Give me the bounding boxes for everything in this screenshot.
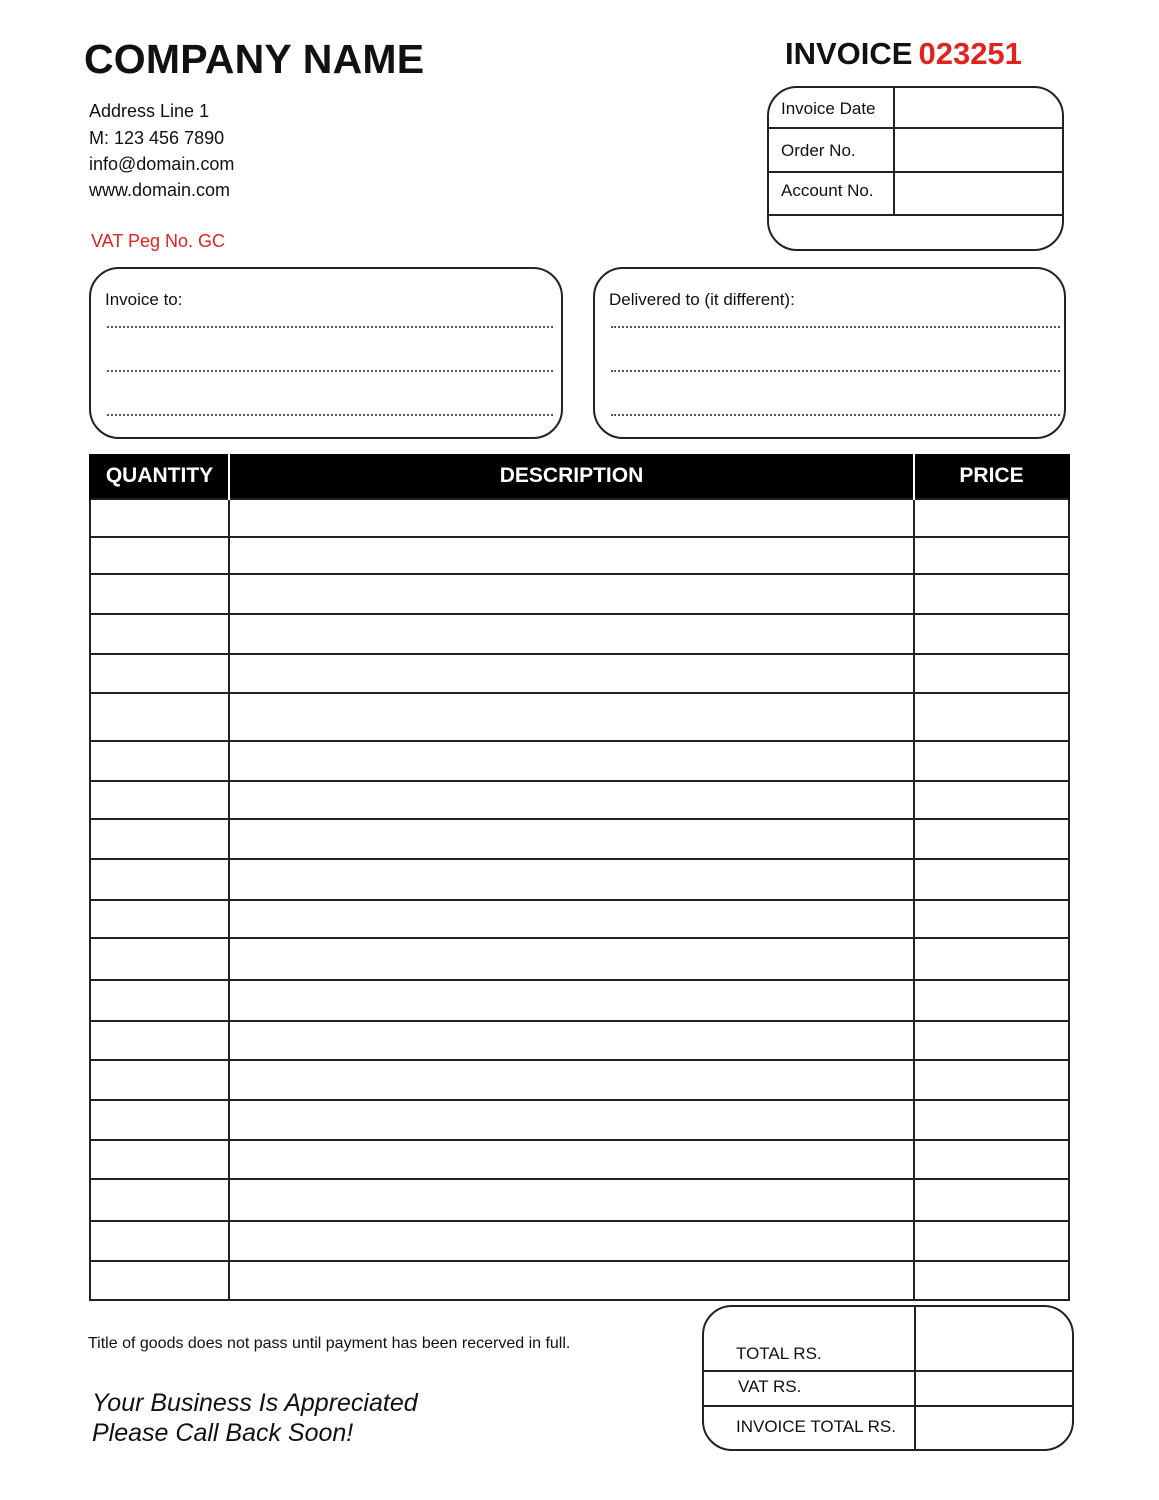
table-row <box>90 1261 1069 1300</box>
mobile-number: M: 123 456 7890 <box>89 128 225 148</box>
price-cell[interactable] <box>914 693 1069 741</box>
order-no-label: Order No. <box>781 141 856 160</box>
description-cell[interactable] <box>229 574 914 614</box>
table-row <box>90 1100 1069 1140</box>
quantity-cell[interactable] <box>90 499 229 537</box>
address-line: Address Line 1 <box>89 101 210 121</box>
table-header-row <box>90 454 1069 499</box>
description-cell[interactable] <box>229 900 914 938</box>
quantity-cell[interactable] <box>90 1179 229 1221</box>
vat-field[interactable] <box>914 1372 1072 1405</box>
description-cell[interactable] <box>229 1140 914 1179</box>
description-cell[interactable] <box>229 1261 914 1300</box>
delivered-to-label: Delivered to (it different): <box>609 290 795 309</box>
totals-box <box>702 1305 1074 1451</box>
price-cell[interactable] <box>914 537 1069 574</box>
invoice-heading <box>785 36 1022 72</box>
quantity-cell[interactable] <box>90 980 229 1021</box>
invoice-to-label: Invoice to: <box>105 290 183 309</box>
table-row <box>90 781 1069 819</box>
delivery-line-3 <box>611 414 1060 416</box>
description-cell[interactable] <box>229 859 914 900</box>
total-label: TOTAL RS. <box>736 1344 822 1363</box>
table-row <box>90 574 1069 614</box>
price-cell[interactable] <box>914 499 1069 537</box>
quantity-cell[interactable] <box>90 741 229 781</box>
invoice-total-field[interactable] <box>914 1407 1072 1451</box>
email-address: info@domain.com <box>89 154 235 174</box>
thanks-line-1: Your Business Is Appreciated <box>92 1389 418 1417</box>
table-row <box>90 499 1069 537</box>
description-cell[interactable] <box>229 614 914 654</box>
delivery-line-1 <box>611 326 1060 328</box>
price-cell[interactable] <box>914 574 1069 614</box>
quantity-cell[interactable] <box>90 1060 229 1100</box>
description-cell[interactable] <box>229 1021 914 1060</box>
price-cell[interactable] <box>914 614 1069 654</box>
table-row <box>90 980 1069 1021</box>
table-row <box>90 1060 1069 1100</box>
meta-row-order-no <box>769 129 1062 173</box>
table-row <box>90 537 1069 574</box>
column-header-description: DESCRIPTION <box>229 454 914 499</box>
table-row <box>90 1140 1069 1179</box>
account-no-label: Account No. <box>781 181 874 200</box>
description-cell[interactable] <box>229 1221 914 1261</box>
meta-row-invoice-date <box>769 88 1062 129</box>
quantity-cell[interactable] <box>90 938 229 980</box>
quantity-cell[interactable] <box>90 614 229 654</box>
vat-reg-number: VAT Peg No. GC <box>91 231 226 251</box>
description-cell[interactable] <box>229 980 914 1021</box>
thanks-line-2: Please Call Back Soon! <box>92 1419 354 1447</box>
items-body <box>90 499 1069 1300</box>
table-row <box>90 819 1069 859</box>
description-cell[interactable] <box>229 781 914 819</box>
table-row <box>90 1221 1069 1261</box>
price-cell[interactable] <box>914 1221 1069 1261</box>
quantity-cell[interactable] <box>90 781 229 819</box>
quantity-cell[interactable] <box>90 574 229 614</box>
price-cell[interactable] <box>914 1100 1069 1140</box>
price-cell[interactable] <box>914 781 1069 819</box>
table-row <box>90 1021 1069 1060</box>
description-cell[interactable] <box>229 741 914 781</box>
address-line-1 <box>107 326 553 328</box>
invoice-date-label: Invoice Date <box>781 99 876 118</box>
description-cell[interactable] <box>229 938 914 980</box>
price-cell[interactable] <box>914 900 1069 938</box>
quantity-cell[interactable] <box>90 654 229 693</box>
table-row <box>90 654 1069 693</box>
quantity-cell[interactable] <box>90 819 229 859</box>
quantity-cell[interactable] <box>90 1261 229 1300</box>
price-cell[interactable] <box>914 1140 1069 1179</box>
vat-row <box>704 1372 1072 1407</box>
table-row <box>90 741 1069 781</box>
price-cell[interactable] <box>914 654 1069 693</box>
order-no-field[interactable] <box>893 129 1062 171</box>
quantity-cell[interactable] <box>90 693 229 741</box>
table-row <box>90 900 1069 938</box>
total-field[interactable] <box>914 1307 1072 1370</box>
quantity-cell[interactable] <box>90 900 229 938</box>
invoice-date-field[interactable] <box>893 88 1062 127</box>
price-cell[interactable] <box>914 1060 1069 1100</box>
invoice-total-label: INVOICE TOTAL RS. <box>736 1417 896 1436</box>
items-table <box>89 454 1070 1301</box>
meta-row-account-no <box>769 173 1062 216</box>
table-row <box>90 938 1069 980</box>
quantity-cell[interactable] <box>90 1100 229 1140</box>
description-cell[interactable] <box>229 1179 914 1221</box>
description-cell[interactable] <box>229 1100 914 1140</box>
price-cell[interactable] <box>914 1261 1069 1300</box>
description-cell[interactable] <box>229 819 914 859</box>
description-cell[interactable] <box>229 537 914 574</box>
price-cell[interactable] <box>914 938 1069 980</box>
invoice-title: INVOICE <box>785 36 913 71</box>
terms-text: Title of goods does not pass until payment has been recerved in full. <box>88 1335 571 1352</box>
price-cell[interactable] <box>914 741 1069 781</box>
quantity-cell[interactable] <box>90 1221 229 1261</box>
delivered-to-box[interactable] <box>593 267 1066 439</box>
address-line-2 <box>107 370 553 372</box>
invoice-number: 023251 <box>918 36 1022 71</box>
table-row <box>90 859 1069 900</box>
table-row <box>90 1179 1069 1221</box>
price-cell[interactable] <box>914 1179 1069 1221</box>
description-cell[interactable] <box>229 693 914 741</box>
quantity-cell[interactable] <box>90 859 229 900</box>
table-row <box>90 614 1069 654</box>
company-name: COMPANY NAME <box>84 36 425 82</box>
price-cell[interactable] <box>914 980 1069 1021</box>
description-cell[interactable] <box>229 654 914 693</box>
invoice-to-box[interactable] <box>89 267 563 439</box>
delivery-line-2 <box>611 370 1060 372</box>
invoice-total-row <box>704 1407 1072 1451</box>
column-header-quantity: QUANTITY <box>90 454 229 499</box>
thanks-message <box>92 1388 418 1448</box>
column-header-price: PRICE <box>914 454 1069 499</box>
price-cell[interactable] <box>914 1021 1069 1060</box>
total-row <box>704 1307 1072 1372</box>
quantity-cell[interactable] <box>90 537 229 574</box>
description-cell[interactable] <box>229 1060 914 1100</box>
quantity-cell[interactable] <box>90 1021 229 1060</box>
address-line-3 <box>107 414 553 416</box>
quantity-cell[interactable] <box>90 1140 229 1179</box>
website: www.domain.com <box>89 180 231 200</box>
vat-label: VAT RS. <box>738 1377 802 1396</box>
table-row <box>90 693 1069 741</box>
description-cell[interactable] <box>229 499 914 537</box>
account-no-field[interactable] <box>893 173 1062 214</box>
price-cell[interactable] <box>914 819 1069 859</box>
price-cell[interactable] <box>914 859 1069 900</box>
invoice-meta-box <box>767 86 1064 251</box>
